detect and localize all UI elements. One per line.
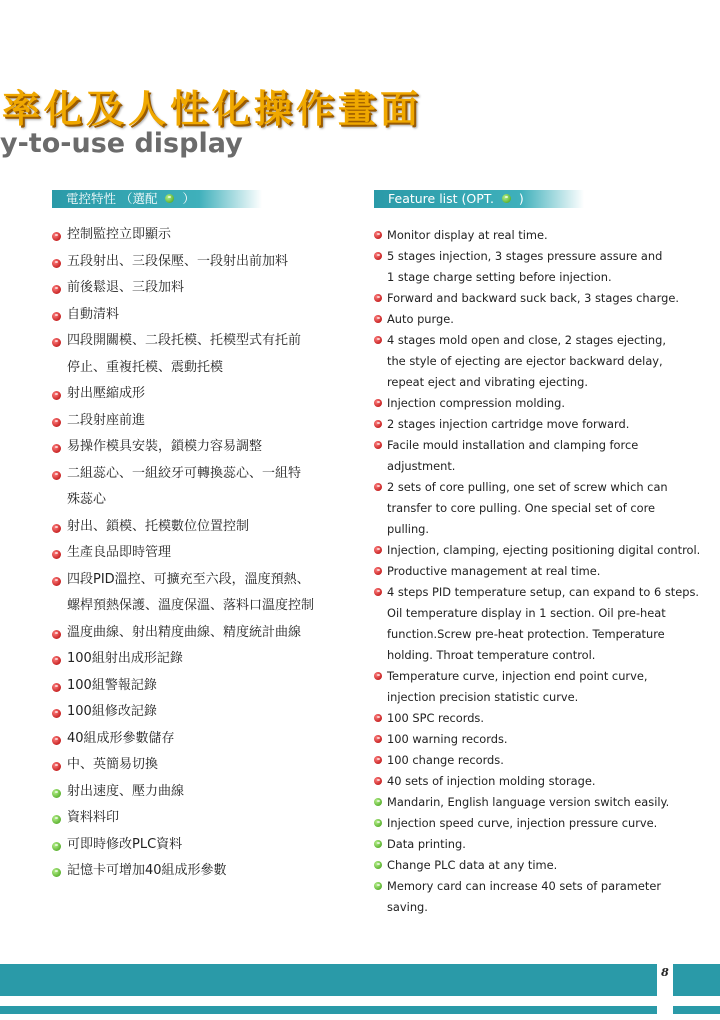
list-item <box>374 395 694 416</box>
optional-bullet-icon <box>52 842 61 851</box>
list-item-text: 生產良品即時管理 <box>67 545 172 560</box>
list-item-text: 五段射出、三段保壓、一段射出前加料 <box>67 253 289 269</box>
list-item-text: 5 stages injection, 3 stages pressure assure and <box>387 249 663 263</box>
standard-bullet-icon <box>374 252 382 260</box>
standard-bullet-icon <box>52 630 61 639</box>
optional-bullet-icon <box>374 840 382 848</box>
list-item <box>374 521 694 542</box>
optional-bullet-icon <box>374 882 382 890</box>
list-item-text: 螺桿預熱保護、溫度保溫、落料口溫度控制 <box>67 598 315 613</box>
heading-label: 電控特性 （選配 <box>66 191 158 206</box>
list-item-text: 資料料印 <box>67 810 120 825</box>
list-item-text: 前後鬆退、三段加料 <box>67 280 185 295</box>
heading-close: ) <box>518 191 524 206</box>
list-item-text: 射出壓縮成形 <box>67 386 146 401</box>
feature-list-english <box>374 227 701 920</box>
list-item-text: Mandarin, English language version switch easily. <box>387 795 670 809</box>
standard-bullet-icon <box>52 391 61 400</box>
list-item-text: Forward and backward suck back, 3 stages charge. <box>387 291 679 305</box>
optional-bullet-icon <box>374 819 382 827</box>
list-item-text: holding. Throat temperature control. <box>387 648 596 662</box>
feature-heading-english <box>374 190 584 208</box>
list-item-text: 4 stages mold open and close, 2 stages ejecting, <box>387 333 666 347</box>
list-item <box>374 290 694 311</box>
optional-bullet-icon <box>52 868 61 877</box>
list-item-text: 易操作模具安裝，鎖模力容易調整 <box>67 439 263 454</box>
list-item <box>52 307 352 334</box>
list-item <box>52 731 352 758</box>
list-item-text: 2 sets of core pulling, one set of screw which can <box>387 480 668 494</box>
list-item-text: 100組警報記錄 <box>67 677 157 693</box>
standard-bullet-icon <box>52 656 61 665</box>
standard-bullet-icon <box>374 231 382 239</box>
list-item-text: Temperature curve, injection end point curve, <box>387 669 648 683</box>
list-item <box>374 752 694 773</box>
list-item <box>52 810 352 837</box>
standard-bullet-icon <box>374 483 382 491</box>
list-item <box>52 254 352 281</box>
list-item-text: 二組蕊心、一組絞牙可轉換蕊心、一組特 <box>67 465 302 481</box>
list-item-text: saving. <box>387 900 428 914</box>
list-item-text: repeat eject and vibrating ejecting. <box>387 375 588 389</box>
list-item <box>374 710 694 731</box>
list-item-text: 2 stages injection cartridge move forward. <box>387 417 630 431</box>
standard-bullet-icon <box>374 294 382 302</box>
page-title-english: y-to-use display <box>0 128 243 159</box>
optional-bullet-icon <box>52 789 61 798</box>
standard-bullet-icon <box>374 777 382 785</box>
page-number: 8 <box>661 966 669 979</box>
list-item-text: 射出、鎖模、托模數位位置控制 <box>67 518 250 534</box>
list-item-text: Oil temperature display in 1 section. Oil pre-heat <box>387 606 666 620</box>
list-item-text: 100組射出成形記錄 <box>67 651 183 666</box>
standard-bullet-icon <box>374 672 382 680</box>
list-item <box>52 280 352 307</box>
standard-bullet-icon <box>374 315 382 323</box>
list-item <box>374 689 694 710</box>
list-item <box>374 227 694 248</box>
list-item <box>374 416 694 437</box>
optional-bullet-icon <box>374 798 382 806</box>
standard-bullet-icon <box>52 338 61 347</box>
standard-bullet-icon <box>52 524 61 533</box>
feature-heading-chinese <box>52 190 262 208</box>
standard-bullet-icon <box>374 399 382 407</box>
list-item-text: function.Screw pre-heat protection. Temperature <box>387 627 665 641</box>
list-item <box>374 731 694 752</box>
footer-band <box>0 964 720 996</box>
list-item-text: 二段射座前進 <box>67 412 146 428</box>
list-item <box>374 857 694 878</box>
list-item <box>374 899 694 920</box>
list-item <box>374 479 694 500</box>
feature-list-chinese <box>52 227 352 890</box>
list-item <box>52 492 352 519</box>
list-item-text: Change PLC data at any time. <box>387 858 558 872</box>
standard-bullet-icon <box>374 756 382 764</box>
list-item-text: 100 change records. <box>387 753 504 767</box>
list-item-text: 4 steps PID temperature setup, can expand to 6 steps. <box>387 585 700 599</box>
list-item-text: 100組修改記錄 <box>67 704 157 719</box>
list-item-text: 射出速度、壓力曲線 <box>67 783 185 799</box>
standard-bullet-icon <box>52 471 61 480</box>
standard-bullet-icon <box>374 735 382 743</box>
list-item-text: pulling. <box>387 522 430 536</box>
list-item-text: 控制監控立即顯示 <box>67 227 172 242</box>
standard-bullet-icon <box>52 709 61 718</box>
standard-bullet-icon <box>52 762 61 771</box>
list-item <box>52 704 352 731</box>
list-item <box>374 668 694 689</box>
standard-bullet-icon <box>52 550 61 559</box>
list-item-text: 殊蕊心 <box>67 492 107 507</box>
list-item <box>52 678 352 705</box>
optional-green-dot-icon <box>502 194 511 203</box>
standard-bullet-icon <box>374 546 382 554</box>
list-item <box>52 651 352 678</box>
list-item <box>374 878 694 899</box>
list-item-text: Data printing. <box>387 837 466 851</box>
standard-bullet-icon <box>52 418 61 427</box>
list-item <box>374 647 694 668</box>
optional-green-dot-icon <box>165 194 174 203</box>
list-item-text: transfer to core pulling. One special set of core <box>387 501 656 515</box>
standard-bullet-icon <box>374 420 382 428</box>
optional-bullet-icon <box>52 815 61 824</box>
footer-line <box>0 1006 720 1014</box>
list-item <box>374 437 694 458</box>
standard-bullet-icon <box>374 441 382 449</box>
list-item-text: injection precision statistic curve. <box>387 690 579 704</box>
list-item <box>374 542 701 563</box>
standard-bullet-icon <box>52 312 61 321</box>
list-item <box>52 837 352 864</box>
list-item-text: 1 stage charge setting before injection. <box>387 270 612 284</box>
list-item-text: Auto purge. <box>387 312 454 326</box>
list-item-text: 溫度曲線、射出精度曲線、精度統計曲線 <box>67 624 302 640</box>
list-item <box>374 311 694 332</box>
list-item-text: Productive management at real time. <box>387 564 601 578</box>
list-item <box>52 545 352 572</box>
list-item-text: adjustment. <box>387 459 456 473</box>
list-item-text: 可即時修改PLC資料 <box>67 836 183 852</box>
list-item <box>374 794 694 815</box>
standard-bullet-icon <box>52 232 61 241</box>
list-item <box>52 386 352 413</box>
standard-bullet-icon <box>52 259 61 268</box>
list-item <box>374 248 694 269</box>
standard-bullet-icon <box>374 567 382 575</box>
list-item <box>374 815 694 836</box>
standard-bullet-icon <box>374 714 382 722</box>
standard-bullet-icon <box>52 577 61 586</box>
list-item <box>374 836 694 857</box>
list-item-text: 四段開關模、二段托模、托模型式有托前 <box>67 333 302 348</box>
list-item <box>52 333 352 360</box>
list-item <box>52 863 352 890</box>
standard-bullet-icon <box>374 588 382 596</box>
list-item-text: Memory card can increase 40 sets of parameter <box>387 879 662 893</box>
list-item-text: 停止、重複托模、震動托模 <box>67 359 224 375</box>
list-item-text: 中、英簡易切換 <box>67 757 159 772</box>
list-item <box>374 500 694 521</box>
list-item <box>52 757 352 784</box>
list-item-text: Injection speed curve, injection pressure curve. <box>387 816 658 830</box>
list-item-text: 記憶卡可增加40組成形參數 <box>67 863 227 878</box>
standard-bullet-icon <box>374 336 382 344</box>
list-item-text: Injection compression molding. <box>387 396 565 410</box>
standard-bullet-icon <box>52 736 61 745</box>
list-item <box>52 784 352 811</box>
list-item <box>52 598 352 625</box>
list-item-text: the style of ejecting are ejector backward delay, <box>387 354 663 368</box>
list-item-text: 40組成形參數儲存 <box>67 730 175 746</box>
standard-bullet-icon <box>52 444 61 453</box>
standard-bullet-icon <box>52 683 61 692</box>
list-item-text: 100 warning records. <box>387 732 508 746</box>
list-item <box>374 605 694 626</box>
list-item <box>374 269 694 290</box>
list-item <box>374 332 694 353</box>
heading-close: ） <box>182 191 195 206</box>
list-item <box>374 563 694 584</box>
standard-bullet-icon <box>52 285 61 294</box>
list-item-text: 自動清料 <box>67 306 120 322</box>
list-item <box>52 360 352 387</box>
list-item-text: Facile mould installation and clamping force <box>387 438 639 452</box>
list-item <box>374 584 700 605</box>
list-item-text: Monitor display at real time. <box>387 228 548 242</box>
list-item <box>52 439 352 466</box>
list-item <box>52 625 352 652</box>
list-item-text: 四段PID溫控、可擴充至六段，溫度預熱、 <box>67 571 310 587</box>
list-item-text: 100 SPC records. <box>387 711 484 725</box>
list-item <box>52 519 352 546</box>
list-item <box>374 374 694 395</box>
list-item <box>52 572 352 599</box>
list-item <box>374 353 694 374</box>
list-item <box>52 413 352 440</box>
list-item <box>374 773 694 794</box>
page-title-chinese: 率化及人性化操作畫面 <box>2 87 423 131</box>
list-item-text: 40 sets of injection molding storage. <box>387 774 596 788</box>
list-item <box>374 626 694 647</box>
list-item <box>374 458 694 479</box>
heading-label: Feature list (OPT. <box>388 191 494 206</box>
list-item <box>52 227 352 254</box>
optional-bullet-icon <box>374 861 382 869</box>
list-item-text: Injection, clamping, ejecting positioning digital control. <box>387 543 701 557</box>
list-item <box>52 466 352 493</box>
